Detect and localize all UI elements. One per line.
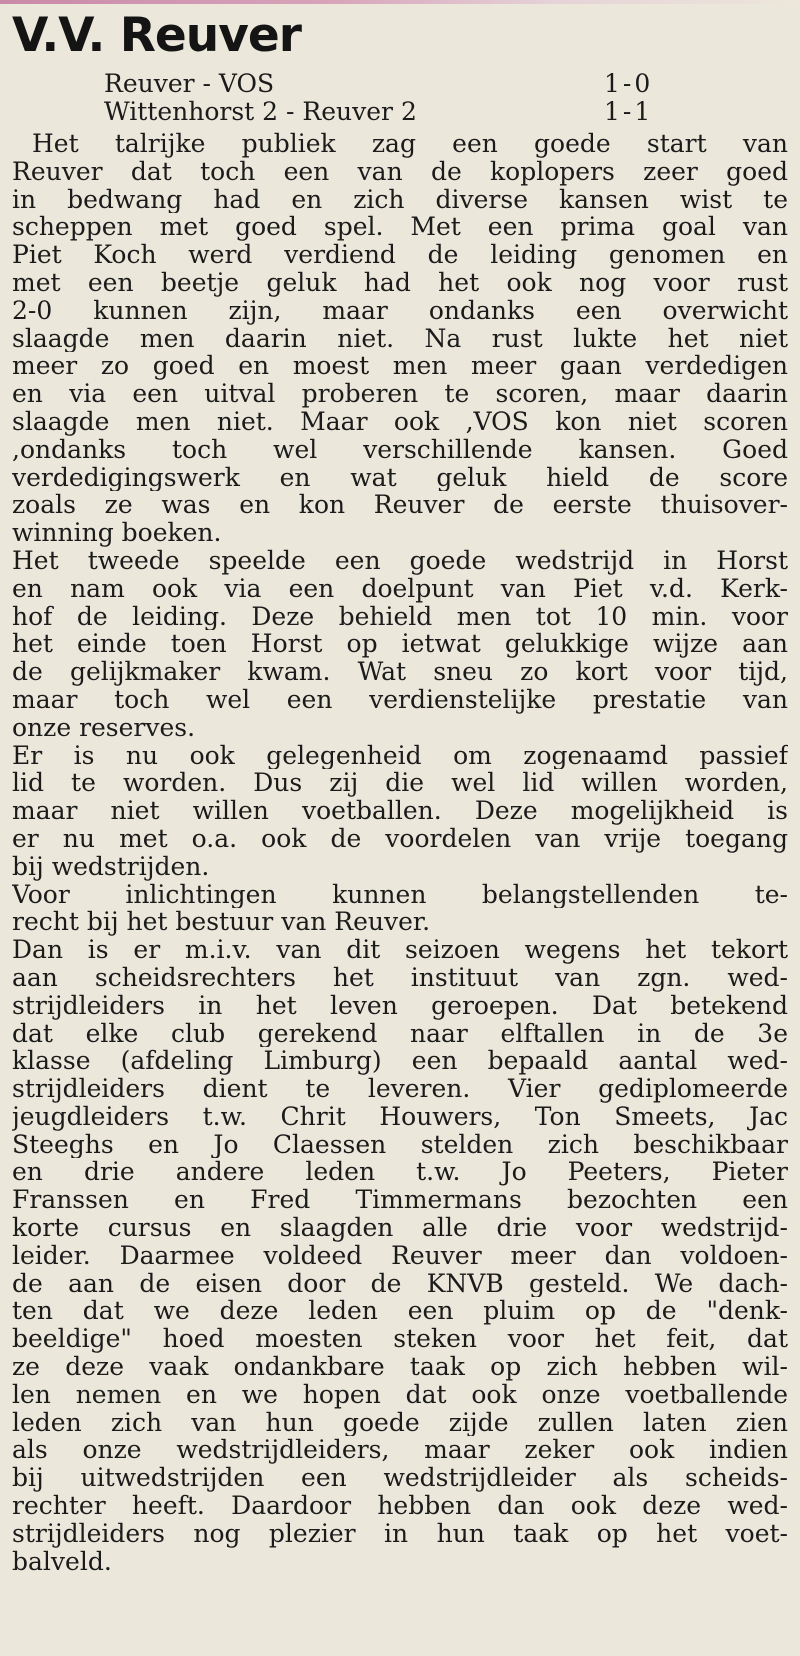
- text-line: leider. Daarmee voldeed Reuver meer dan voldoen-: [12, 1241, 788, 1270]
- text-line: korte cursus en slaagden alle drie voor wedstrijd-: [12, 1214, 788, 1242]
- text-line: leden zich van hun goede zijde zullen laten zien: [12, 1408, 788, 1437]
- text-line: lid te worden. Dus zij die wel lid willen worden,: [12, 769, 788, 798]
- text-line: slaagde men daarin niet. Na rust lukte het niet: [12, 324, 788, 353]
- text-line: als onze wedstrijdleiders, maar zeker ook indien: [12, 1436, 788, 1465]
- text-line: meer zo goed en moest men meer gaan verdedigen: [12, 352, 788, 381]
- text-line: recht bij het bestuur van Reuver.: [12, 908, 431, 937]
- text-line: de aan de eisen door de KNVB gesteld. We dach-: [12, 1269, 788, 1298]
- text-line: Het talrijke publiek zag een goede start van: [32, 130, 788, 158]
- text-line: strijdleiders nog plezier in hun taak op het voet-: [12, 1519, 788, 1548]
- text-line: maar toch wel een verdienstelijke prestatie van: [12, 685, 788, 714]
- text-line: verdedigingswerk en wat geluk hield de score: [12, 463, 788, 492]
- text-line: Het tweede speelde een goede wedstrijd in Horst: [12, 546, 788, 575]
- text-line: en nam ook via een doelpunt van Piet v.d. Kerk-: [12, 574, 788, 603]
- result-score: 1-1: [604, 97, 654, 126]
- text-line: maar niet willen voetballen. Deze mogelijkheid is: [12, 797, 788, 825]
- result-row: [12, 70, 788, 98]
- text-line: de gelijkmaker kwam. Wat sneu zo kort voor tijd,: [12, 658, 788, 686]
- match-results: [12, 70, 788, 126]
- text-line: beeldige" hoed moesten steken voor het feit, dat: [12, 1325, 788, 1354]
- text-line: Steeghs en Jo Claessen stelden zich beschikbaar: [12, 1130, 788, 1159]
- text-line: balveld.: [12, 1547, 112, 1576]
- text-line: Dan is er m.i.v. van dit seizoen wegens het tekort: [12, 936, 788, 964]
- text-line: jeugdleiders t.w. Chrit Houwers, Ton Smeets, Jac: [12, 1102, 788, 1131]
- text-line: Reuver dat toch een van de koplopers zeer goed: [12, 157, 788, 186]
- result-score: 1-0: [604, 69, 654, 98]
- text-line: Er is nu ook gelegenheid om zogenaamd passief: [12, 741, 788, 770]
- text-line: Franssen en Fred Timmermans bezochten een: [12, 1186, 788, 1215]
- text-line: aan scheidsrechters het instituut van zgn. wed-: [12, 963, 788, 992]
- text-line: er nu met o.a. ook de voordelen van vrije toegang: [12, 824, 788, 853]
- text-line: met een beetje geluk had het ook nog voor rust: [12, 268, 788, 297]
- result-row: [12, 98, 788, 126]
- article-body: [12, 130, 788, 1575]
- text-line: Voor inlichtingen kunnen belangstellenden te-: [12, 880, 788, 909]
- text-line: slaagde men niet. Maar ook ,VOS kon niet scoren: [12, 407, 788, 436]
- text-line: zoals ze was en kon Reuver de eerste thuisover-: [12, 491, 788, 520]
- text-line: scheppen met goed spel. Met een prima goal van: [12, 213, 788, 242]
- text-line: klasse (afdeling Limburg) een bepaald aantal wed-: [12, 1047, 788, 1076]
- text-line: ,ondanks toch wel verschillende kansen. Goed: [12, 435, 788, 464]
- text-line: het einde toen Horst op ietwat gelukkige wijze aan: [12, 630, 788, 659]
- text-line: bij wedstrijden.: [12, 852, 210, 881]
- text-line: strijdleiders in het leven geroepen. Dat betekend: [12, 991, 788, 1020]
- text-line: onze reserves.: [12, 713, 196, 742]
- text-line: bij uitwedstrijden een wedstrijdleider als scheids-: [12, 1464, 788, 1493]
- text-line: rechter heeft. Daardoor hebben dan ook deze wed-: [12, 1492, 788, 1520]
- text-line: 2-0 kunnen zijn, maar ondanks een overwicht: [12, 296, 788, 325]
- text-line: dat elke club gerekend naar elftallen in de 3e: [12, 1019, 788, 1048]
- text-line: en via een uitval proberen te scoren, maar daarin: [12, 380, 788, 408]
- result-match: Wittenhorst 2 - Reuver 2: [104, 97, 417, 126]
- text-line: in bedwang had en zich diverse kansen wist te: [12, 185, 788, 214]
- text-line: len nemen en we hopen dat ook onze voetballende: [12, 1380, 788, 1409]
- headline: V.V. Reuver: [12, 8, 301, 63]
- result-match: Reuver - VOS: [104, 69, 275, 98]
- text-line: Piet Koch werd verdiend de leiding genomen en: [12, 241, 788, 269]
- text-line: ten dat we deze leden een pluim op de "denk-: [12, 1297, 788, 1326]
- text-line: ze deze vaak ondankbare taak op zich hebben wil-: [12, 1353, 788, 1381]
- text-line: winning boeken.: [12, 519, 222, 547]
- text-line: strijdleiders dient te leveren. Vier gediplomeerde: [12, 1075, 788, 1103]
- text-line: hof de leiding. Deze behield men tot 10 min. voor: [12, 602, 788, 631]
- text-line: en drie andere leden t.w. Jo Peeters, Pieter: [12, 1158, 788, 1187]
